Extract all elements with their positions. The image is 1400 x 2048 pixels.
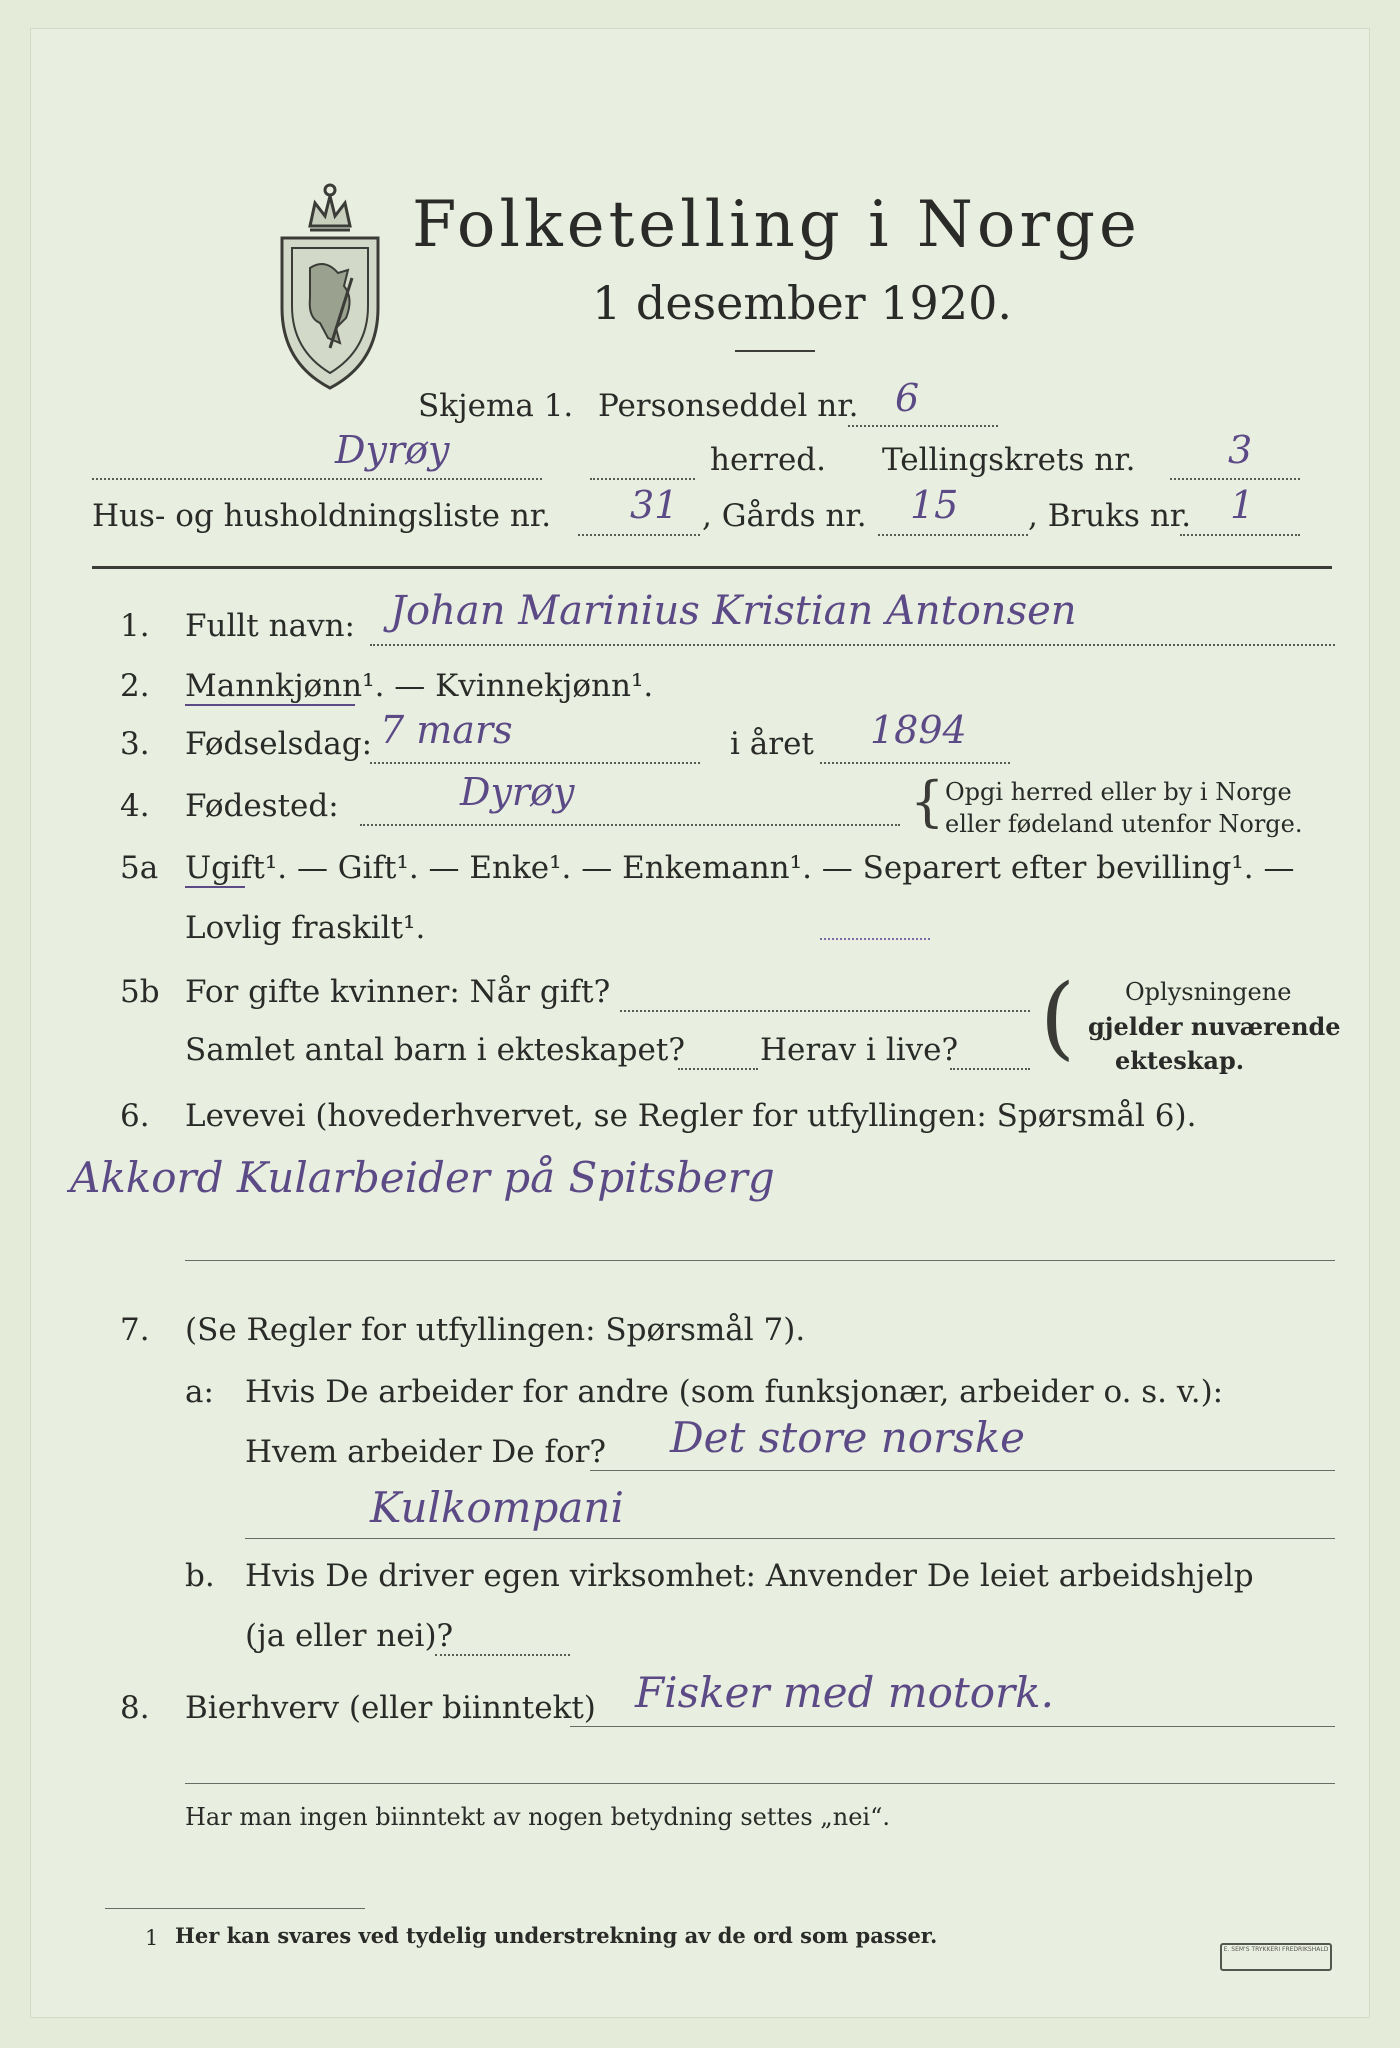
marriage-note-line2: gjelder nuværende [1088, 1012, 1341, 1041]
employer-value-line1[interactable]: Det store norske [670, 1413, 1026, 1462]
full-name-field-line [370, 644, 1335, 646]
children-total-field-line [678, 1068, 758, 1070]
birthplace-note-brace: { [910, 770, 945, 833]
birthdate-value[interactable]: 7 mars [380, 708, 513, 752]
birthplace-note-line2: eller fødeland utenfor Norge. [945, 810, 1303, 838]
gards-field-line [878, 534, 1028, 536]
occupation-value[interactable]: Akkord Kularbeider på Spitsberg [70, 1153, 775, 1202]
census-form-sheet [30, 28, 1370, 2018]
tellingskrets-field-line [1170, 478, 1300, 480]
herred-label: herred. [710, 442, 826, 478]
title-divider [735, 350, 815, 352]
full-name-value[interactable]: Johan Marinius Kristian Antonsen [390, 588, 1077, 634]
q4-label: Fødested: [185, 788, 339, 824]
employer-value-line2[interactable]: Kulkompani [370, 1483, 624, 1532]
q5a-number: 5a [120, 850, 159, 886]
gards-value[interactable]: 15 [910, 483, 959, 527]
q3-label: Fødselsdag: [185, 726, 373, 762]
personseddel-label: Personseddel nr. [598, 388, 859, 424]
bruks-field-line [1180, 534, 1300, 536]
q7-number: 7. [120, 1312, 150, 1348]
footnote-number: 1 [145, 1926, 159, 1950]
gards-label: , Gårds nr. [702, 498, 867, 534]
no-income-note: Har man ingen biinntekt av nogen betydning settes „nei“. [185, 1803, 890, 1831]
ugift-underline [185, 886, 245, 888]
personseddel-field-line [848, 425, 998, 427]
printer-stamp: E. SEM'S TRYKKERI FREDRIKSHALD [1220, 1943, 1332, 1971]
mannkjonn-underline [185, 704, 355, 706]
q3-number: 3. [120, 726, 150, 762]
form-title: Folketelling i Norge [412, 188, 1141, 262]
marriage-note-line1: Oplysningene [1125, 978, 1292, 1006]
children-alive-field-line [950, 1068, 1030, 1070]
q1-number: 1. [120, 608, 150, 644]
side-income-field-line-2 [185, 1783, 1335, 1784]
marital-stray-mark [820, 938, 930, 940]
q7-label: (Se Regler for utfyllingen: Spørsmål 7). [185, 1312, 806, 1348]
marital-status-options-2: Lovlig fraskilt¹. [185, 910, 426, 946]
household-list-label: Hus- og husholdningsliste nr. [92, 498, 552, 534]
q7a-text: Hvis De arbeider for andre (som funksjonær, arbeider o. s. v.): [245, 1374, 1224, 1410]
birthyear-label: i året [730, 726, 814, 762]
occupation-extra-line [185, 1260, 1335, 1261]
q7b-letter: b. [185, 1558, 215, 1594]
norwegian-coat-of-arms-icon [270, 178, 390, 393]
tellingskrets-label: Tellingskrets nr. [882, 442, 1136, 478]
marital-status-options: Ugift¹. — Gift¹. — Enke¹. — Enkemann¹. — Separert efter bevilling¹. — [185, 850, 1295, 886]
marriage-note-bracket: ( [1040, 965, 1076, 1070]
birthplace-note-line1: Opgi herred eller by i Norge [945, 778, 1292, 806]
marriage-note-line3: ekteskap. [1115, 1046, 1245, 1075]
hired-help-question: (ja eller nei)? [245, 1618, 454, 1654]
children-alive-label: Herav i live? [760, 1032, 959, 1068]
herred-value[interactable]: Dyrøy [335, 428, 450, 472]
q7a-letter: a: [185, 1374, 214, 1410]
married-when-field-line [620, 1010, 1030, 1012]
q6-number: 6. [120, 1098, 150, 1134]
birthplace-value[interactable]: Dyrøy [460, 770, 575, 814]
hired-help-field-line [435, 1654, 570, 1656]
bruks-label: , Bruks nr. [1028, 498, 1192, 534]
birthdate-field-line [370, 762, 700, 764]
married-women-when-label: For gifte kvinner: Når gift? [185, 974, 611, 1010]
birthyear-field-line [820, 762, 1010, 764]
q8-label: Bierhverv (eller biinntekt) [185, 1690, 596, 1726]
q5b-number: 5b [120, 974, 160, 1010]
schema-label: Skjema 1. [418, 388, 574, 424]
q4-number: 4. [120, 788, 150, 824]
footnote-text: Her kan svares ved tydelig understrekning av de ord som passer. [175, 1923, 938, 1948]
employer-field-line [590, 1470, 1335, 1471]
q8-number: 8. [120, 1690, 150, 1726]
herred-field-line [92, 478, 542, 480]
bruks-value[interactable]: 1 [1230, 483, 1255, 527]
tellingskrets-value[interactable]: 3 [1228, 428, 1253, 472]
household-list-value[interactable]: 31 [630, 483, 679, 527]
children-total-label: Samlet antal barn i ekteskapet? [185, 1032, 685, 1068]
employer-field-line-2 [245, 1538, 1335, 1539]
q7b-text: Hvis De driver egen virksomhet: Anvender De leiet arbeidshjelp [245, 1558, 1254, 1594]
herred-field-line-2 [590, 478, 695, 480]
q6-label: Levevei (hovederhvervet, se Regler for utfyllingen: Spørsmål 6). [185, 1098, 1197, 1134]
birthyear-value[interactable]: 1894 [870, 708, 967, 752]
side-income-value[interactable]: Fisker med motork. [635, 1668, 1054, 1717]
personseddel-value[interactable]: 6 [895, 376, 920, 420]
q1-label: Fullt navn: [185, 608, 355, 644]
household-list-field-line [578, 534, 700, 536]
header-separator [92, 566, 1332, 569]
census-date: 1 desember 1920. [592, 276, 1012, 330]
q2-label: Mannkjønn¹. — Kvinnekjønn¹. [185, 668, 654, 704]
q2-number: 2. [120, 668, 150, 704]
side-income-field-line [570, 1726, 1335, 1727]
birthplace-field-line [360, 824, 900, 826]
employer-question: Hvem arbeider De for? [245, 1434, 607, 1470]
footnote-divider [105, 1908, 365, 1909]
